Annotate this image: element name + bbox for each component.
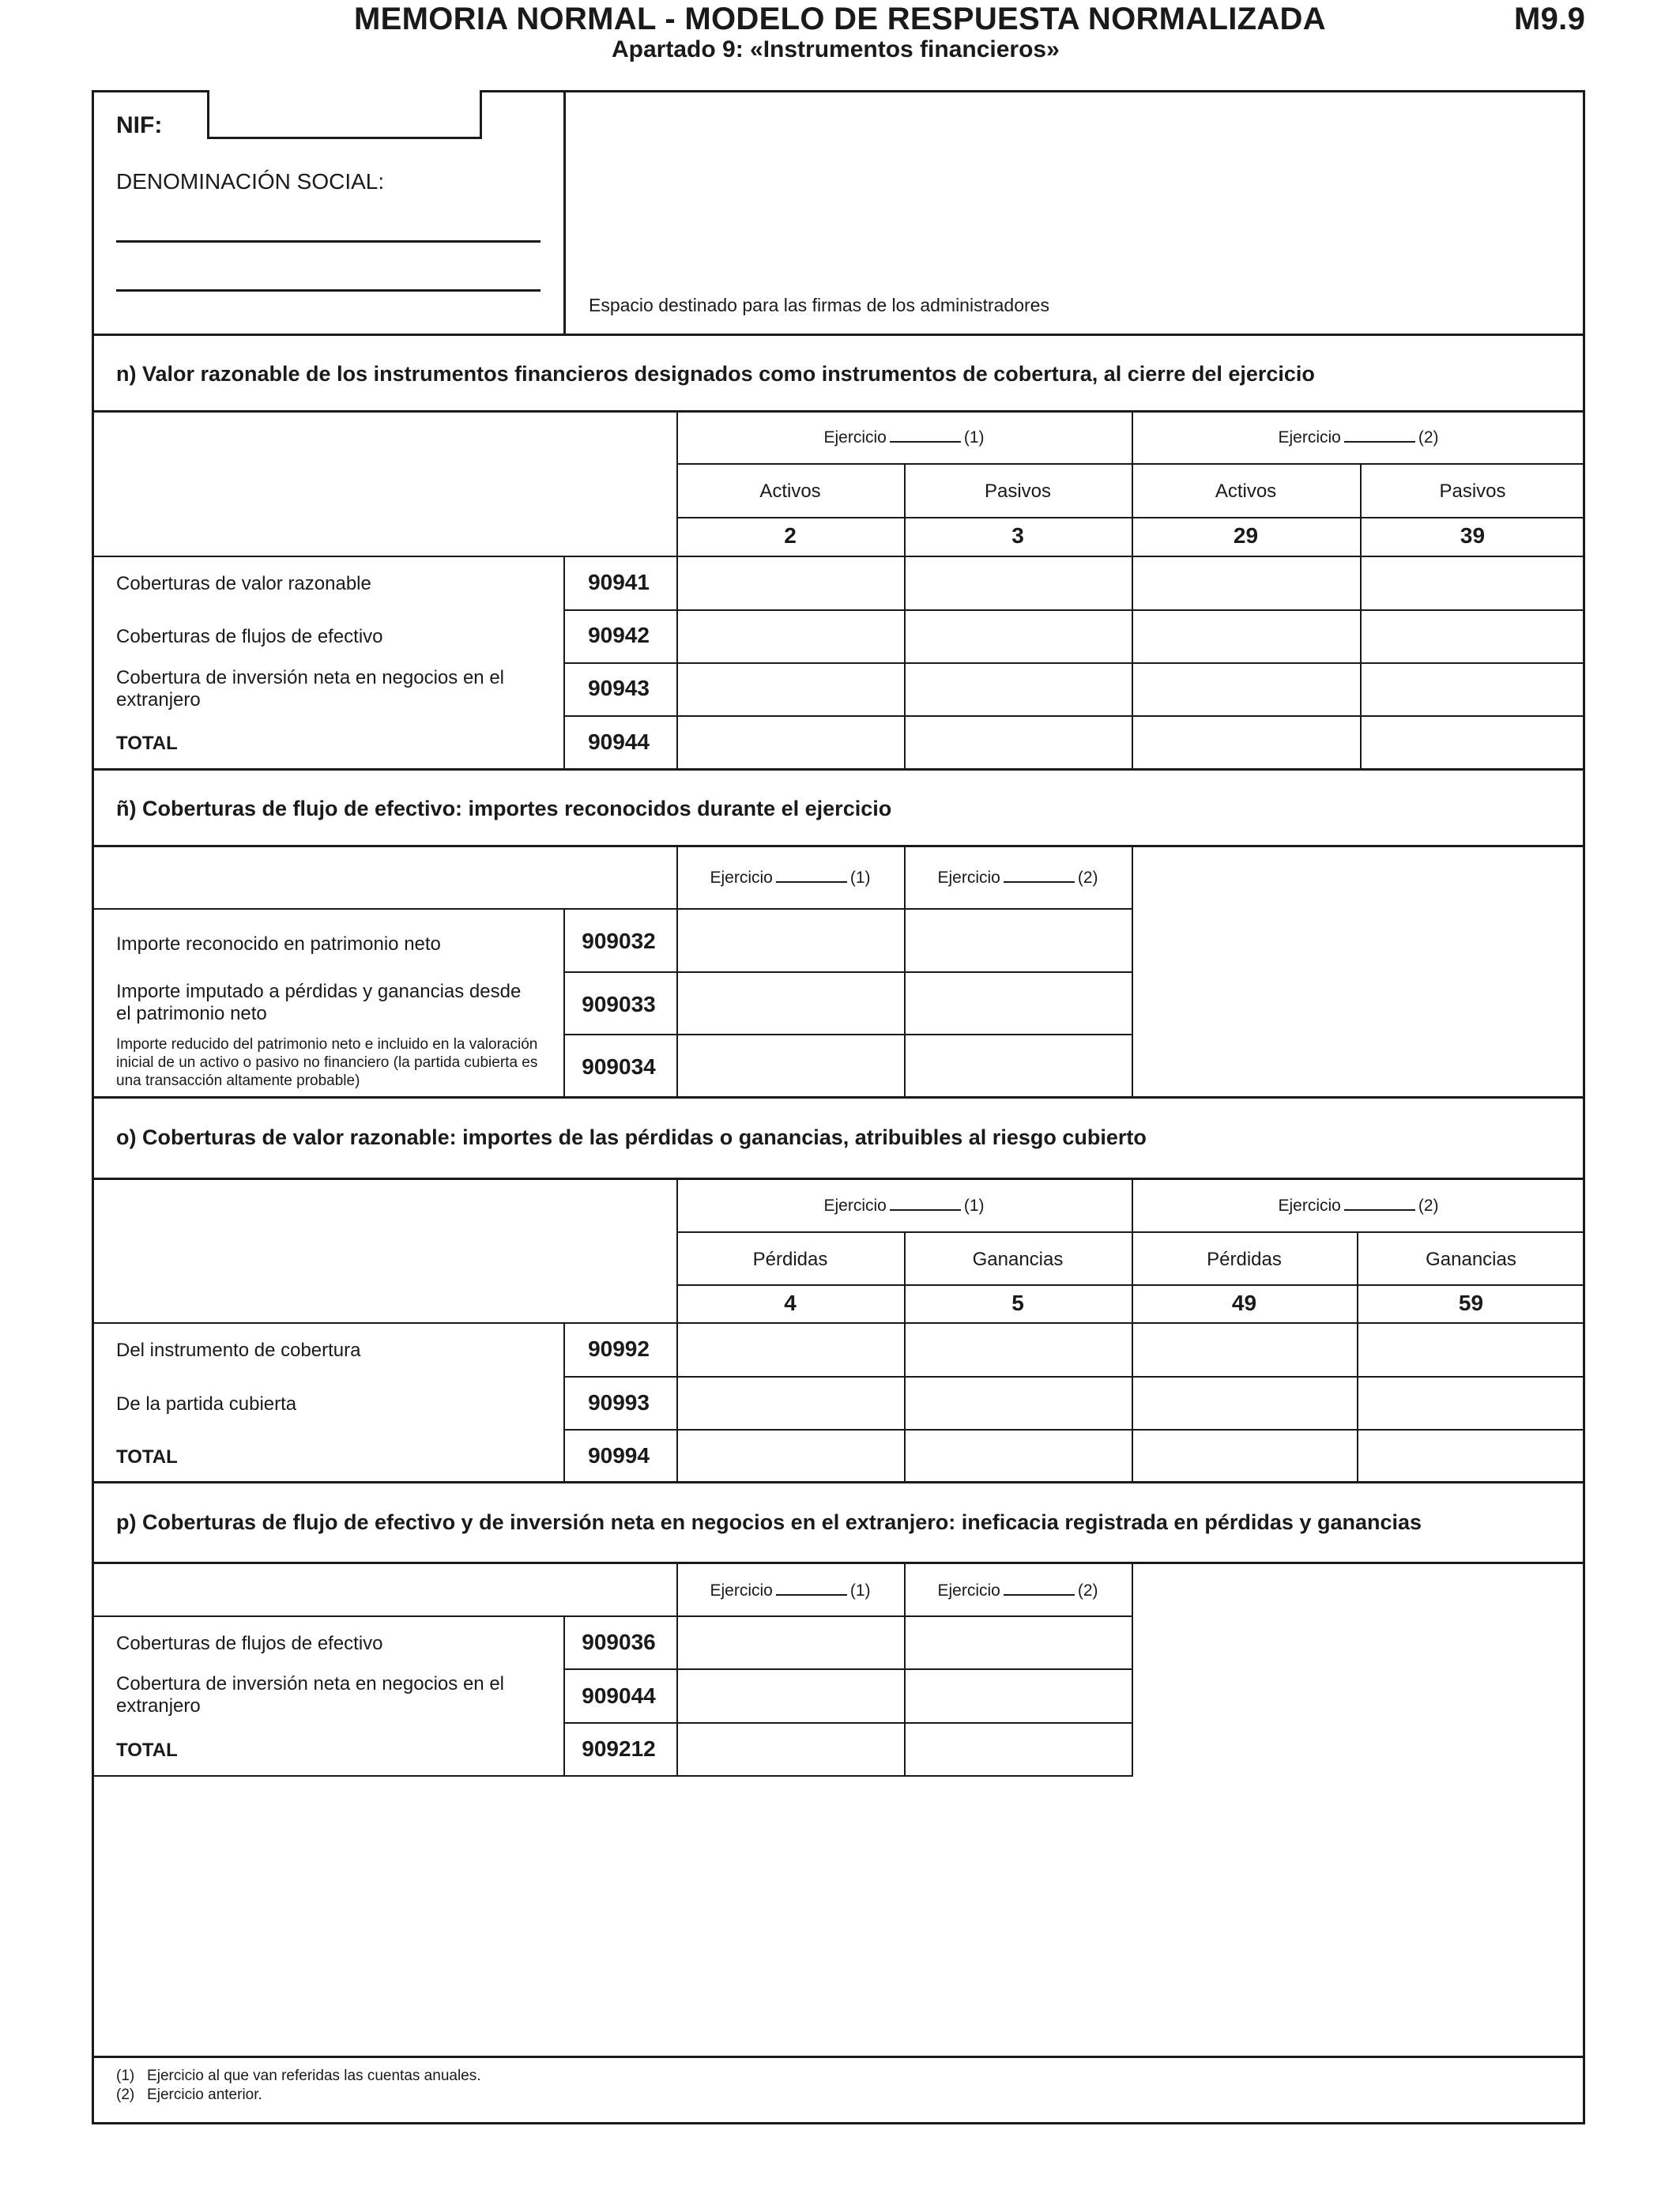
form-subtitle: Apartado 9: «Instrumentos financieros»	[612, 36, 1060, 62]
value-cell[interactable]	[1133, 1324, 1355, 1374]
section-o-col-header: Ganancias	[972, 1249, 1064, 1270]
section-n-header-top	[92, 410, 1585, 413]
section-n-col-header: Pasivos	[984, 481, 1052, 502]
value-cell[interactable]	[678, 1724, 902, 1774]
section-o-title: o) Coberturas de valor razonable: importes de las pérdidas o ganancias, atribuibles al riesgo cubierto	[116, 1125, 1147, 1149]
section-o-row-label: De la partida cubierta	[116, 1393, 297, 1415]
section-o-bottom-border	[92, 1481, 1585, 1483]
denominacion-line-2[interactable]	[116, 253, 541, 292]
section-o-row-code: 90994	[588, 1443, 650, 1468]
section-enye-row-code: 909032	[582, 929, 656, 953]
section-o-header-top	[92, 1178, 1585, 1180]
value-cell[interactable]	[1133, 558, 1358, 608]
section-p-row-label: TOTAL	[116, 1740, 178, 1761]
section-o-col-code: 5	[1011, 1291, 1024, 1315]
value-cell[interactable]	[678, 611, 902, 661]
value-cell[interactable]	[678, 1378, 902, 1427]
section-p-ejercicio-1: Ejercicio (1)	[710, 1581, 871, 1600]
value-cell[interactable]	[906, 664, 1130, 714]
section-o-col-code: 59	[1458, 1291, 1484, 1315]
identification-bottom-border	[92, 334, 1585, 336]
section-enye-bottom-border	[92, 1096, 1585, 1099]
section-enye-ejercicio-1: Ejercicio (1)	[710, 869, 871, 887]
section-enye-row-code: 909033	[582, 992, 656, 1016]
section-n-row-label: TOTAL	[116, 733, 178, 754]
section-n-col-code: 2	[784, 523, 797, 548]
value-cell[interactable]	[678, 1324, 902, 1374]
section-o-ejercicio-2: Ejercicio (2)	[1278, 1197, 1439, 1215]
value-cell[interactable]	[906, 611, 1130, 661]
value-cell[interactable]	[1362, 611, 1583, 661]
section-enye-row-label: Importe reconocido en patrimonio neto	[116, 933, 441, 955]
section-n-row-label: Coberturas de flujos de efectivo	[116, 626, 383, 647]
footnote: (2) Ejercicio anterior.	[116, 2087, 262, 2103]
value-cell[interactable]	[906, 1035, 1130, 1095]
value-cell[interactable]	[1133, 717, 1358, 768]
section-p-row-label: Coberturas de flujos de efectivo	[116, 1633, 383, 1654]
value-cell[interactable]	[1362, 558, 1583, 608]
value-cell[interactable]	[906, 1724, 1130, 1774]
form-title: MEMORIA NORMAL - MODELO DE RESPUESTA NORMALIZADA	[354, 2, 1326, 36]
value-cell[interactable]	[1133, 1431, 1355, 1481]
section-n-row-label: Cobertura de inversión neta en negocios en el extranjero	[116, 667, 504, 711]
section-n-row-code: 90941	[588, 570, 650, 594]
section-n-col-header: Pasivos	[1439, 481, 1506, 502]
value-cell[interactable]	[906, 1617, 1130, 1667]
denominacion-line-1[interactable]	[116, 204, 541, 243]
denominacion-label: DENOMINACIÓN SOCIAL:	[116, 169, 385, 194]
section-n-row-label: Coberturas de valor razonable	[116, 573, 371, 594]
section-n-col-code: 39	[1460, 523, 1486, 548]
section-n-row-code: 90942	[588, 623, 650, 647]
value-cell[interactable]	[678, 1035, 902, 1095]
value-cell[interactable]	[906, 1670, 1130, 1721]
section-n-col-header: Activos	[759, 481, 821, 502]
section-enye-ejercicio-2: Ejercicio (2)	[937, 869, 1098, 887]
value-cell[interactable]	[1362, 717, 1583, 768]
value-cell[interactable]	[906, 973, 1130, 1032]
section-p-row-code: 909212	[582, 1736, 656, 1761]
section-p-ejercicio-2: Ejercicio (2)	[937, 1581, 1098, 1600]
value-cell[interactable]	[678, 717, 902, 768]
section-o-col-header: Pérdidas	[752, 1249, 828, 1270]
value-cell[interactable]	[678, 664, 902, 714]
value-cell[interactable]	[1133, 611, 1358, 661]
section-n-title: n) Valor razonable de los instrumentos financieros designados como instrumentos de cobertura, al cierre del ejercicio	[116, 362, 1315, 386]
footnotes-top-border	[92, 2056, 1585, 2058]
value-cell[interactable]	[1362, 664, 1583, 714]
section-o-row-label: Del instrumento de cobertura	[116, 1340, 361, 1361]
section-enye-row-code: 909034	[582, 1054, 656, 1079]
section-enye-row-label: Importe imputado a pérdidas y ganancias desde el patrimonio neto	[116, 981, 522, 1024]
section-n-bottom-border	[92, 768, 1585, 771]
value-cell[interactable]	[678, 973, 902, 1032]
value-cell[interactable]	[1358, 1324, 1583, 1374]
section-o-col-header: Ganancias	[1426, 1249, 1516, 1270]
section-o-col-code: 49	[1231, 1291, 1257, 1315]
section-n-ejercicio-1: Ejercicio (1)	[823, 428, 985, 447]
value-cell[interactable]	[906, 910, 1130, 970]
value-cell[interactable]	[906, 558, 1130, 608]
section-enye-title: ñ) Coberturas de flujo de efectivo: importes reconocidos durante el ejercicio	[116, 797, 892, 820]
section-p-row-label: Cobertura de inversión neta en negocios en el extranjero	[116, 1673, 504, 1717]
value-cell[interactable]	[906, 1324, 1130, 1374]
form-frame	[92, 90, 1585, 2124]
section-n-ejercicio-2: Ejercicio (2)	[1278, 428, 1439, 447]
section-enye-row-label: Importe reducido del patrimonio neto e incluido en la valoración inicial de un activo o pasivo no financiero (la partida cubierta es una transacción altamente probable)	[116, 1036, 538, 1089]
section-o-col-header: Pérdidas	[1207, 1249, 1282, 1270]
nif-label: NIF:	[116, 112, 163, 138]
section-o-row-label: TOTAL	[116, 1446, 178, 1468]
footnote: (1) Ejercicio al que van referidas las cuentas anuales.	[116, 2068, 481, 2084]
value-cell[interactable]	[906, 717, 1130, 768]
section-enye-header-top	[92, 845, 1585, 847]
section-n-col-code: 3	[1011, 523, 1024, 548]
nif-input[interactable]	[207, 90, 482, 139]
value-cell[interactable]	[678, 1431, 902, 1481]
section-n-row-code: 90944	[588, 729, 650, 754]
signatures-label: Espacio destinado para las firmas de los administradores	[589, 295, 1049, 315]
value-cell[interactable]	[906, 1378, 1130, 1427]
section-o-row-code: 90993	[588, 1390, 650, 1415]
value-cell[interactable]	[906, 1431, 1130, 1481]
form-code: M9.9	[1514, 2, 1586, 36]
section-n-col-code: 29	[1233, 523, 1259, 548]
value-cell[interactable]	[678, 1617, 902, 1667]
value-cell[interactable]	[1358, 1431, 1583, 1481]
section-o-ejercicio-1: Ejercicio (1)	[823, 1197, 985, 1215]
section-o-col-code: 4	[784, 1291, 797, 1315]
section-n-row-code: 90943	[588, 676, 650, 700]
section-p-header-top	[92, 1562, 1585, 1564]
section-n-col-header: Activos	[1215, 481, 1277, 502]
value-cell[interactable]	[678, 558, 902, 608]
section-p-row-code: 909036	[582, 1630, 656, 1654]
value-cell[interactable]	[1358, 1378, 1583, 1427]
value-cell[interactable]	[678, 910, 902, 970]
section-p-row-code: 909044	[582, 1683, 656, 1708]
value-cell[interactable]	[1133, 664, 1358, 714]
value-cell[interactable]	[678, 1670, 902, 1721]
section-o-row-code: 90992	[588, 1336, 650, 1361]
section-p-title: p) Coberturas de flujo de efectivo y de inversión neta en negocios en el extranjero: ineficacia registrada en pérdidas y ganancias	[116, 1510, 1422, 1534]
value-cell[interactable]	[1133, 1378, 1355, 1427]
